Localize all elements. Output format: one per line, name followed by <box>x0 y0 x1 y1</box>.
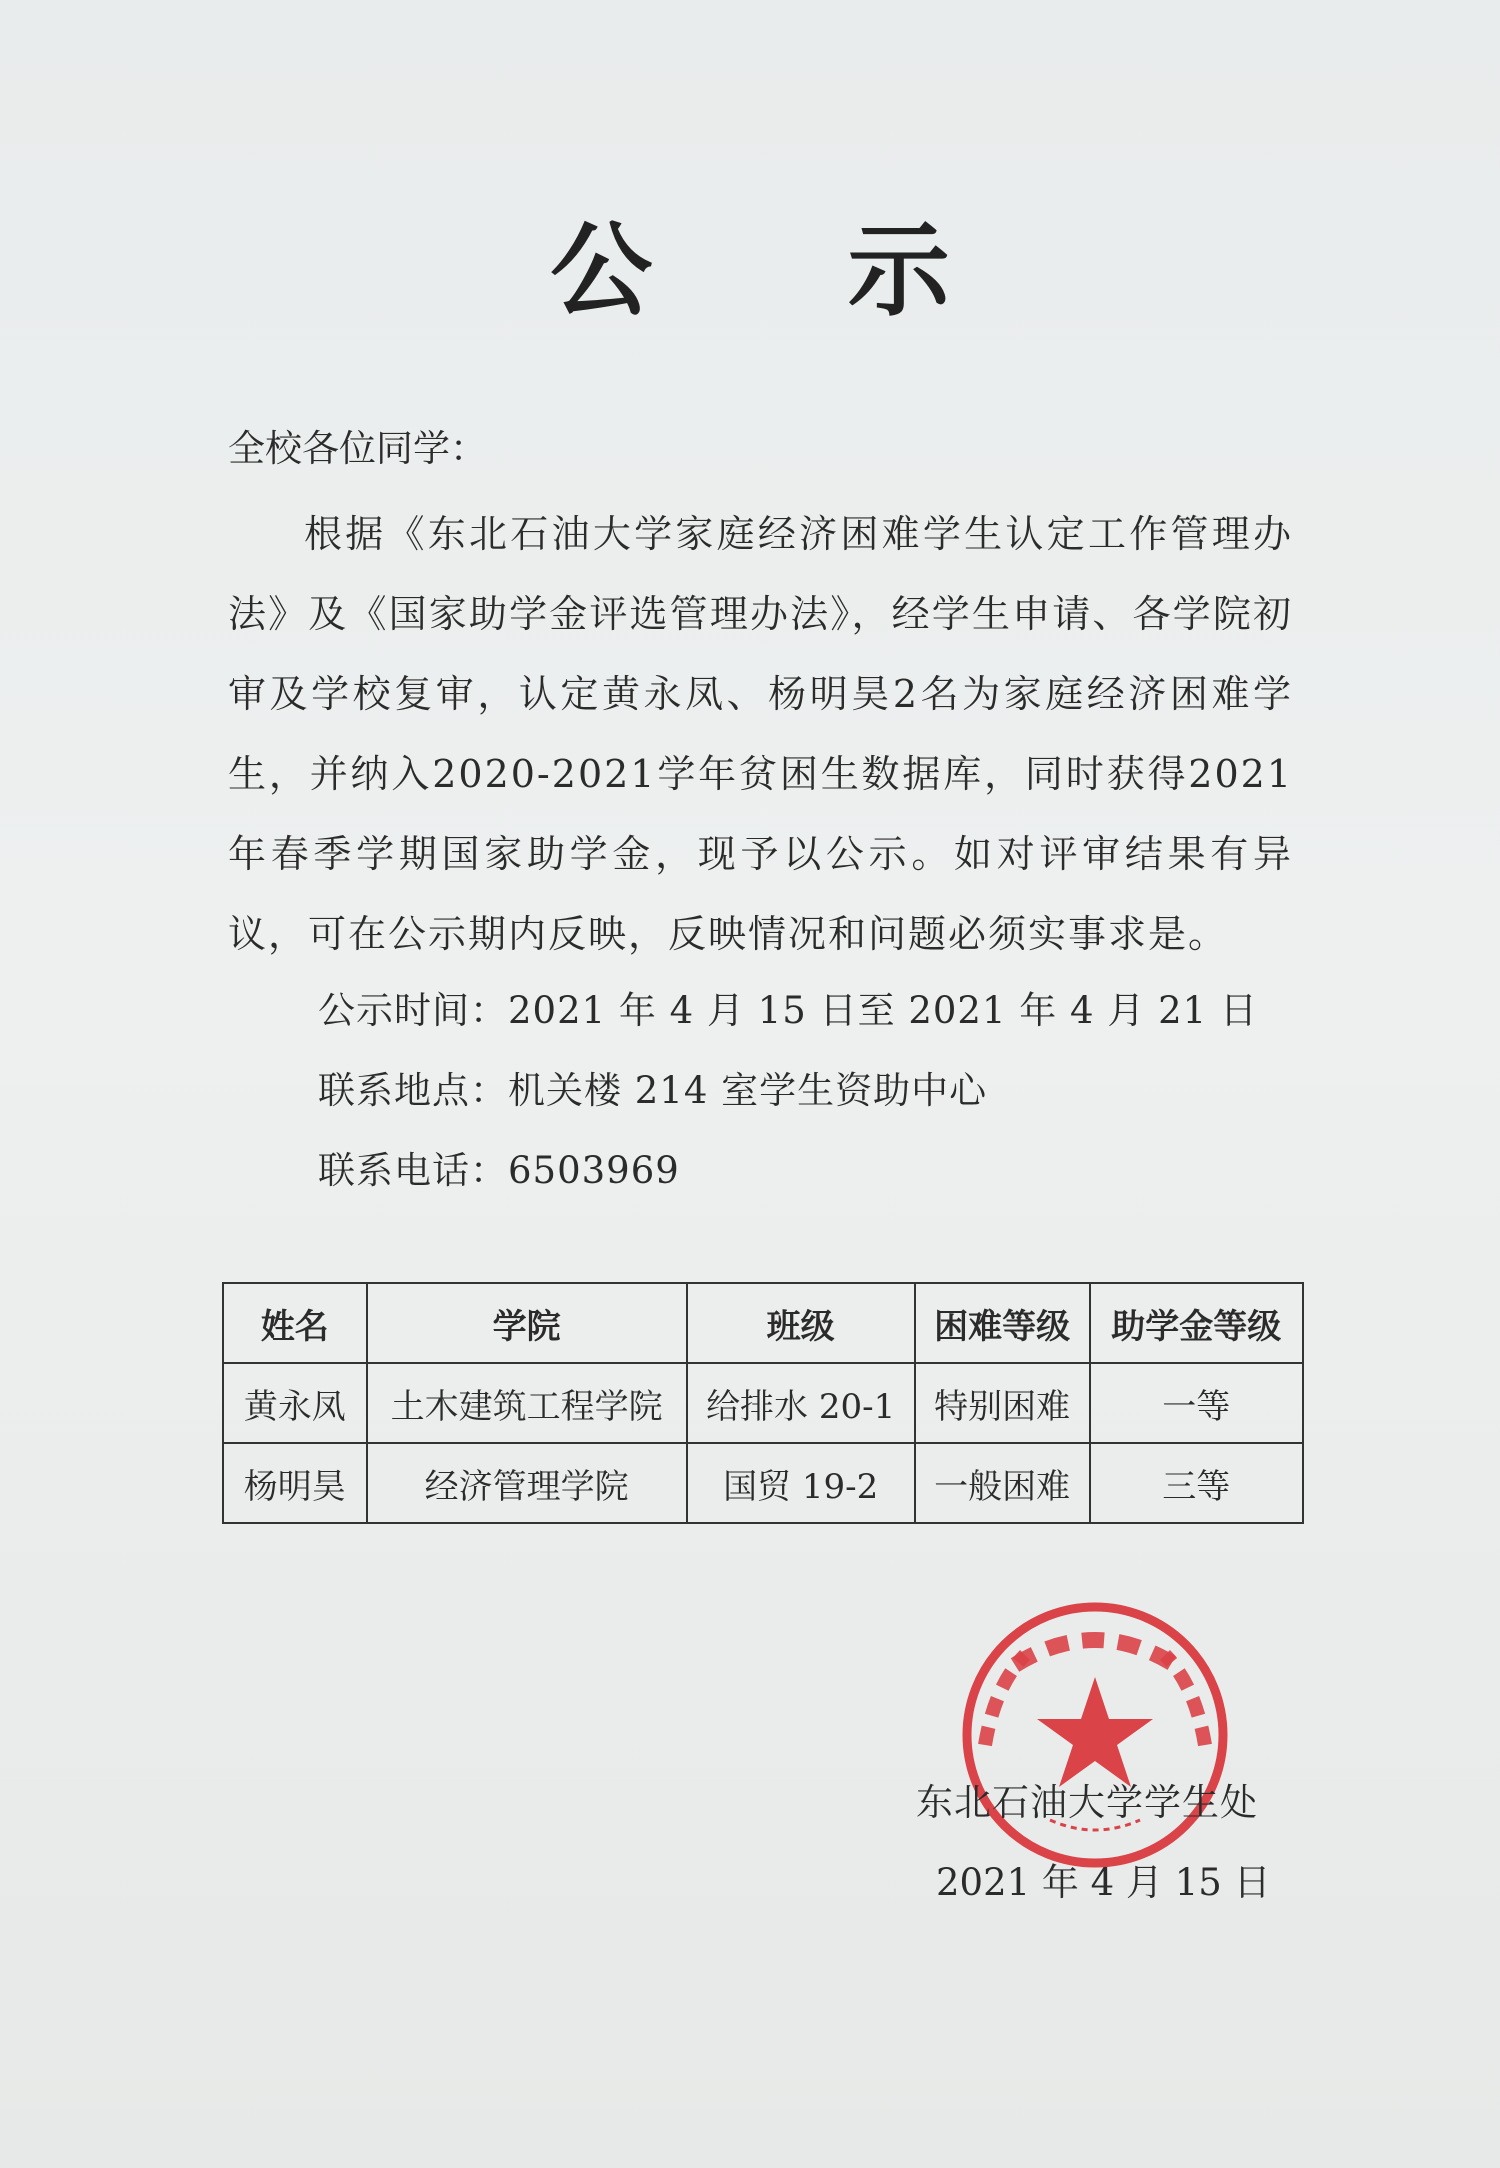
header-college: 学院 <box>367 1283 687 1363</box>
document-title: 公 示 <box>550 212 1030 331</box>
official-seal-icon <box>955 1595 1235 1875</box>
cell-difficulty: 特别困难 <box>915 1363 1090 1443</box>
table-header-row <box>223 1283 1303 1363</box>
signature-date: 2021 年 4 月 15 日 <box>936 1861 1271 1904</box>
cell-name: 黄永凤 <box>223 1363 367 1443</box>
header-name: 姓名 <box>223 1283 367 1363</box>
signature-org: 东北石油大学学生处 <box>916 1781 1258 1824</box>
notice-time: 公示时间：2021 年 4 月 15 日至 2021 年 4 月 21 日 <box>318 989 1258 1032</box>
cell-grant: 三等 <box>1090 1443 1303 1523</box>
cell-class: 给排水 20-1 <box>687 1363 915 1443</box>
table-row <box>223 1443 1303 1523</box>
table-row <box>223 1363 1303 1443</box>
contact-phone: 联系电话：6503969 <box>318 1149 680 1192</box>
cell-difficulty: 一般困难 <box>915 1443 1090 1523</box>
header-grant: 助学金等级 <box>1090 1283 1303 1363</box>
header-class: 班级 <box>687 1283 915 1363</box>
cell-name: 杨明昊 <box>223 1443 367 1523</box>
cell-class: 国贸 19-2 <box>687 1443 915 1523</box>
cell-grant: 一等 <box>1090 1363 1303 1443</box>
body-paragraph: 根据《东北石油大学家庭经济困难学生认定工作管理办法》及《国家助学金评选管理办法》，经学生申请、各学院初审及学校复审，认定黄永凤、杨明昊2名为家庭经济困难学生，并纳入2020-2021学年贫困生数据库，同时获得2021年春季学期国家助学金，现予以公示。如对评审结果有异议，可在公示期内反映，反映情况和问题必须实事求是。 <box>228 512 1293 956</box>
contact-place: 联系地点：机关楼 214 室学生资助中心 <box>318 1069 988 1112</box>
salutation: 全校各位同学： <box>228 427 487 470</box>
cell-college: 经济管理学院 <box>367 1443 687 1523</box>
header-difficulty: 困难等级 <box>915 1283 1090 1363</box>
student-table <box>222 1282 1304 1524</box>
cell-college: 土木建筑工程学院 <box>367 1363 687 1443</box>
